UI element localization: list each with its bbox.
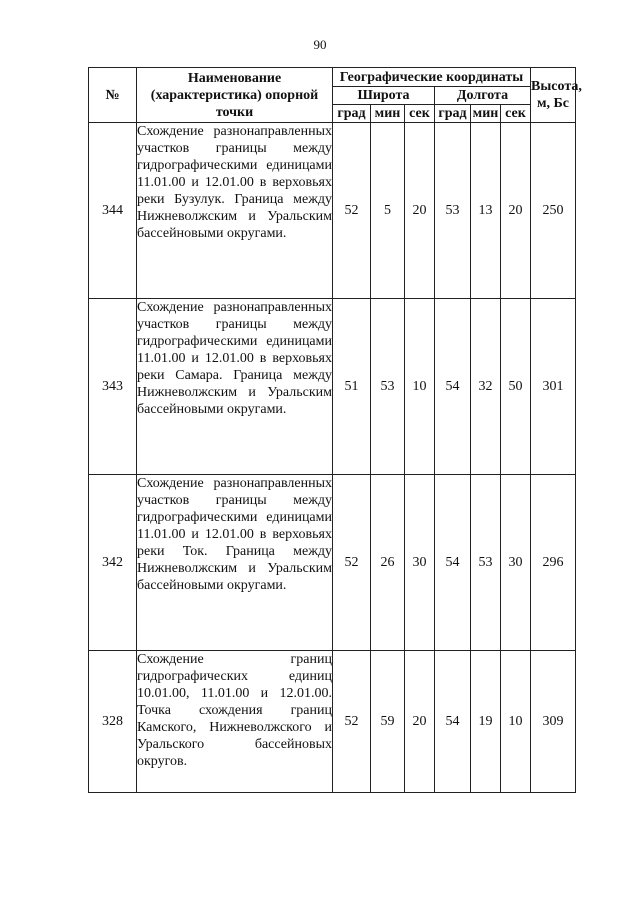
lat-sec: 20 [405,651,435,793]
lon-sec: 10 [501,651,531,793]
lat-min: 59 [371,651,405,793]
table-row [89,475,576,651]
lon-min: 13 [471,123,501,299]
point-number: 342 [89,475,137,651]
lat-deg: 52 [333,123,371,299]
header-latitude: Широта [333,87,435,105]
header-number: № [89,68,137,123]
point-description: Схождение разнонаправленных участков границы между гидрографическими единицами 11.01.00 и 12.01.00 в верховьях реки Ток. Граница между Нижневолжским и Уральским бассейновыми округами. [137,475,333,651]
table-row [89,651,576,793]
lat-sec: 30 [405,475,435,651]
header-geo-coordinates: Географические координаты [333,68,531,87]
point-description: Схождение разнонаправленных участков границы между гидрографическими единицами 11.01.00 и 12.01.00 в верховьях реки Самара. Граница между Нижневолжским и Уральским бассейновыми округами. [137,299,333,475]
header-lat-sec: сек [405,105,435,123]
header-lon-min: мин [471,105,501,123]
lon-min: 53 [471,475,501,651]
header-lon-sec: сек [501,105,531,123]
lon-min: 32 [471,299,501,475]
header-name: Наименование (характеристика) опорной точки [137,68,333,123]
header-lon-deg: град [435,105,471,123]
lat-sec: 10 [405,299,435,475]
header-lat-min: мин [371,105,405,123]
header-longitude: Долгота [435,87,531,105]
table-row [89,123,576,299]
point-number: 328 [89,651,137,793]
lon-sec: 20 [501,123,531,299]
height: 250 [531,123,576,299]
point-number: 344 [89,123,137,299]
height: 309 [531,651,576,793]
lon-deg: 54 [435,475,471,651]
height: 296 [531,475,576,651]
coordinates-table [88,67,582,793]
lat-deg: 52 [333,475,371,651]
point-number: 343 [89,299,137,475]
lat-min: 5 [371,123,405,299]
point-description: Схождение разнонаправленных участков границы между гидрографическими единицами 11.01.00 и 12.01.00 в верховьях реки Бузулук. Граница между Нижневолжским и Уральским бассейновыми округами. [137,123,333,299]
lon-deg: 53 [435,123,471,299]
header-height: Высота, м, Бс [531,68,576,123]
lon-deg: 54 [435,651,471,793]
lon-sec: 50 [501,299,531,475]
lat-min: 53 [371,299,405,475]
lat-deg: 52 [333,651,371,793]
lon-deg: 54 [435,299,471,475]
lon-sec: 30 [501,475,531,651]
lat-min: 26 [371,475,405,651]
lat-sec: 20 [405,123,435,299]
page-number: 90 [313,37,327,52]
lon-min: 19 [471,651,501,793]
header-lat-deg: град [333,105,371,123]
lat-deg: 51 [333,299,371,475]
height: 301 [531,299,576,475]
table-row [89,299,576,475]
point-description: Схождение границ гидрографических единиц 10.01.00, 11.01.00 и 12.01.00. Точка схождения границ Камского, Нижневолжского и Уральского бассейновых округов. [137,651,333,793]
